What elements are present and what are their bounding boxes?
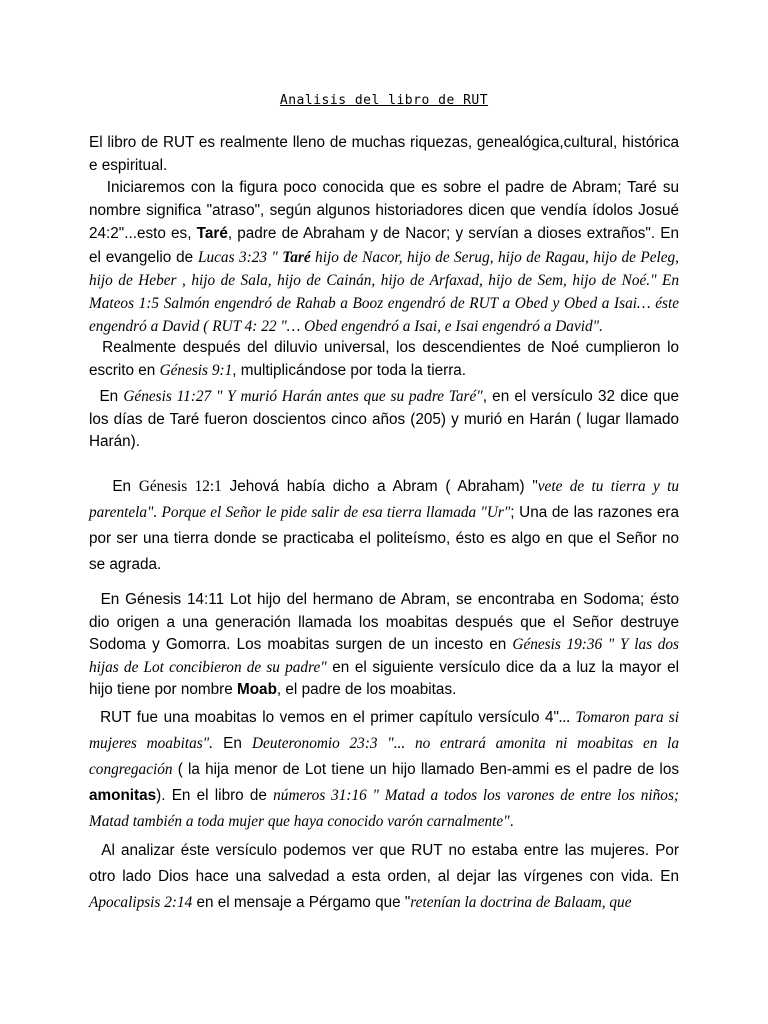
paragraph-intro: [89, 132, 679, 177]
paragraph-haran: [89, 386, 679, 454]
bold-name: amonitas: [89, 787, 157, 804]
bold-name: Taré: [196, 225, 228, 243]
text-run: en el mensaje a Pérgamo que ": [192, 894, 411, 911]
text-run: El libro de RUT es realmente lleno de muchas riquezas, genealógica,cultural, histórica e espiritual.: [89, 134, 679, 174]
paragraph-tare: [89, 176, 679, 338]
text-run: En: [212, 735, 252, 752]
document-title: Analisis del libro de RUT: [279, 93, 489, 108]
text-run: Realmente después del diluvio universal, los descendientes de Noé cumplieron lo escrito en: [89, 339, 679, 379]
text-run: ). En el libro de: [156, 787, 274, 804]
text-run: , el padre de los moabitas.: [276, 681, 457, 698]
text-run: En Génesis 14:11 Lot hijo del hermano de Abram, se encontraba en Sodoma; ésto dio origen a una generación llamada los moabitas después que el Señor destruye Sodoma y Gomorra. Los moabitas surgen de un incesto en: [89, 591, 679, 653]
bold-name: Moab: [236, 681, 277, 698]
text-run: Iniciaremos con la figura poco conocida que es sobre el padre de Abram; Taré su nombre significa "atraso", según algunos historiadores dicen que vendía ídolos Josué 24:2"...esto es,: [89, 179, 680, 243]
scripture-quote: Génesis 11:27 " Y murió Harán antes que su padre Taré": [123, 388, 483, 405]
scripture-quote: Génesis 19:36 " Y las dos hijas de Lot concibieron de su padre": [89, 636, 679, 676]
text-run: .: [509, 813, 514, 830]
text-run: ( la hija menor de Lot tiene un hijo llamado Ben-ammi es el padre de los: [172, 761, 679, 778]
text-run: Jehová había dicho a Abram ( Abraham) ": [221, 478, 538, 495]
paragraph-rut-moabita: [89, 705, 679, 835]
text-run: , multiplicándose por toda la tierra.: [232, 361, 467, 379]
text-run: En: [99, 388, 124, 405]
scripture-quote: retenían la doctrina de Balaam, que: [410, 894, 632, 911]
text-run: RUT fue una moabitas lo vemos en el primer capítulo versículo 4": [100, 709, 559, 726]
text-run: ; Una de las razones era por ser una tierra donde se practicaba el politeísmo, ésto es algo en que el Señor no se agrada.: [89, 504, 679, 573]
scripture-quote: vete de tu tierra y tu parentela". Porque el Señor le pide salir de esa tierra llamada "Ur": [89, 478, 680, 521]
scripture-reference: Lucas 3:23 ": [197, 248, 283, 266]
scripture-reference: Apocalipsis 2:14: [89, 894, 193, 911]
text-run: en el siguiente versículo dice da a luz la mayor el hijo tiene por nombre: [89, 658, 679, 698]
text-run: Al analizar éste versículo podemos ver que RUT no estaba entre las mujeres. Por otro lado Dios hace una salvedad a esta orden, al dejar las vírgenes con vida. En: [89, 842, 680, 885]
text-run: , en el versículo 32 dice que los días de Taré fueron doscientos cinco años (205) y murió en Harán ( lugar llamado Harán).: [89, 388, 680, 450]
scripture-reference: Génesis 12:1: [138, 478, 222, 495]
scripture-reference: Génesis 9:1: [159, 361, 233, 379]
scripture-quote: números 31:16 " Matad a todos los varones de entre los niños; Matad también a toda mujer que haya conocido varón carnalmente": [89, 787, 679, 830]
paragraph-diluvio: [89, 337, 679, 382]
text-run: , padre de Abraham y de Nacor; y servían a dioses extraños". En el evangelio de: [89, 225, 679, 266]
bold-name: Taré: [282, 248, 311, 266]
scripture-quote: Deuteronomio 23:3 "... no entrará amonita ni moabitas en la congregación: [89, 735, 680, 778]
scripture-quote: ... Tomaron para si mujeres moabitas".: [89, 709, 679, 752]
scripture-quote: hijo de Nacor, hijo de Serug, hijo de Ragau, hijo de Peleg, hijo de Heber , hijo de Sala, hijo de Cainán, hijo de Arfaxad, hijo de Sem, hijo de Noé." En Mateos 1:5 Salmón engendró de Rahab a Booz engendró de RUT a Obed y Obed a Isai… éste engendró a David ( RUT 4: 22 "… Obed engendró a Isai, e Isai engendró a David".: [89, 248, 679, 336]
paragraph-analisis: [89, 838, 679, 916]
paragraph-abram: [89, 474, 679, 578]
text-run: En: [112, 478, 139, 495]
paragraph-lot: [89, 589, 679, 702]
